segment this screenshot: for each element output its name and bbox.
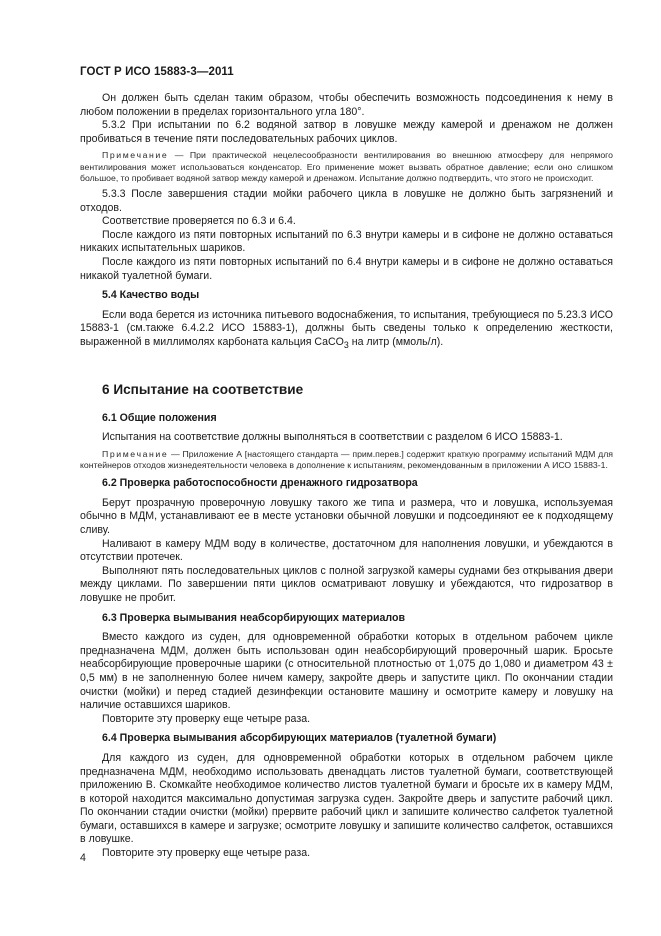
page-body xyxy=(80,92,613,861)
heading-6-4: 6.4 Проверка вымывания абсорбирующих материалов (туалетной бумаги) xyxy=(102,732,497,745)
paragraph-6-2-2: Наливают в камеру МДМ воду в количестве, достаточном для наполнения ловушки, и убеждаются в отсутствии протечек. xyxy=(80,537,613,564)
note-text: — Приложение А [настоящего стандарта — прим.перев.] содержит краткую программу испытаний МДМ для контейнеров отходов жизнедеятельности человека в дополнение к испытаниям, рекомендованным в приложении А ИСО 15883-1. xyxy=(80,448,613,471)
heading-6-2: 6.2 Проверка работоспособности дренажного гидрозатвора xyxy=(102,477,418,490)
section-6-heading: 6 Испытание на соответствие xyxy=(102,381,304,397)
paragraph-5-3-3: 5.3.3 После завершения стадии мойки рабочего цикла в ловушке не должно быть загрязнений и отходов. xyxy=(80,187,613,214)
heading-6-3: 6.3 Проверка вымывания неабсорбирующих материалов xyxy=(102,611,405,624)
document-header: ГОСТ Р ИСО 15883-3—2011 xyxy=(80,66,234,78)
paragraph-5-4: Если вода берется из источника питьевого водоснабжения, то испытания, требующиеся по 5.23.3 ИСО 15883-1 (см.также 6.4.2.2 ИСО 15883-1), должны быть сведены только к определению жесткости, выраженной в миллимолях карбоната кальция CaCO$_3$ на литр (ммоль/л). xyxy=(80,308,613,351)
paragraph-compliance: Соответствие проверяется по 6.3 и 6.4. xyxy=(102,215,296,228)
note-label: Примечание xyxy=(102,448,169,459)
paragraph-continued: Он должен быть сделан таким образом, чтобы обеспечить возможность подсоединения к нему в любом положении в пределах горизонтального угла 180°. xyxy=(80,92,613,118)
note-text: — При практической нецелесообразности вентилирования во внешнюю атмосферу для непрямого вентилирования может использоваться конденсатор. Его применение может вызвать обратное давление; если оно слишком большое, то пробивает водяной затвор между камерой и дренажом. Испытание должно подтвердить, что этого не происходит. xyxy=(80,150,613,183)
paragraph-6-2-3: Выполняют пять последовательных циклов с полной загрузкой камеры суднами без открывания двери между циклами. По завершении пяти циклов осматривают ловушку и убеждаются, что гидрозатвор в ловушке не пробит. xyxy=(80,564,613,604)
paragraph-5-3-2: 5.3.2 При испытании по 6.2 водяной затвор в ловушке между камерой и дренажом не должен пробиваться в течение пяти последовательных рабочих циклов. xyxy=(80,119,613,145)
paragraph-6-1: Испытания на соответствие должны выполняться в соответствии с разделом 6 ИСО 15883-1. xyxy=(102,431,563,444)
heading-5-4: 5.4 Качество воды xyxy=(102,289,200,302)
note-6-1 xyxy=(80,449,613,471)
heading-6-1: 6.1 Общие положения xyxy=(102,411,217,424)
paragraph-after-6-3: После каждого из пяти повторных испытаний по 6.3 внутри камеры и в сифоне не должно оставаться никаких испытательных шариков. xyxy=(80,228,613,255)
note-label: Примечание xyxy=(102,150,169,161)
page-number: 4 xyxy=(80,852,86,864)
paragraph-6-3-1: Вместо каждого из суден, для одновременной обработки которых в отдельном рабочем цикле предназначена МДМ, должен быть использован один неабсорбирующий проверочный шарик. Бросьте неабсорбирующие проверочные шарики (с относительной плотностью от 1,075 до 1,080 и диаметром 43 ± 0,5 мм) в не заполненную более ничем камеру, закройте дверь и запустите цикл. По окончании стадии очистки (мойки) и перед стадией дезинфекции остановите машину и осмотрите камеру и ловушку на наличие оставшихся шариков. xyxy=(80,631,613,712)
paragraph-after-6-4: После каждого из пяти повторных испытаний по 6.4 внутри камеры и в сифоне не должно оставаться никакой туалетной бумаги. xyxy=(80,255,613,282)
paragraph-6-4-2: Повторите эту проверку еще четыре раза. xyxy=(102,847,311,860)
subscript-3: 3 xyxy=(343,340,349,351)
paragraph-6-4-1: Для каждого из суден, для одновременной обработки которых в отдельном рабочем цикле предназначена МДМ, необходимо использовать двенадцать листов туалетной бумаги, соответствующей приложению В. Скомкайте необходимое количество листов туалетной бумаги и бросьте их в камеру МДМ, в которой находится максимально допустимая загрузка суден. Закройте дверь и запустите рабочий цикл. По окончании стадии очистки (мойки) прервите рабочий цикл и запишите количество салфеток туалетной бумаги, оставшихся в камере и загрузке; осмотрите ловушку и запишите количество салфеток, оставшихся в ловушке. xyxy=(80,751,613,846)
note-5-3-2 xyxy=(80,150,613,184)
paragraph-6-2-1: Берут прозрачную проверочную ловушку такого же типа и размера, что и ловушка, используемая обычно в МДМ, устанавливают ее в месте установки обычной ловушки и подсоединяют ее к подходящему сливу. xyxy=(80,496,613,536)
paragraph-6-3-2: Повторите эту проверку еще четыре раза. xyxy=(102,712,311,725)
